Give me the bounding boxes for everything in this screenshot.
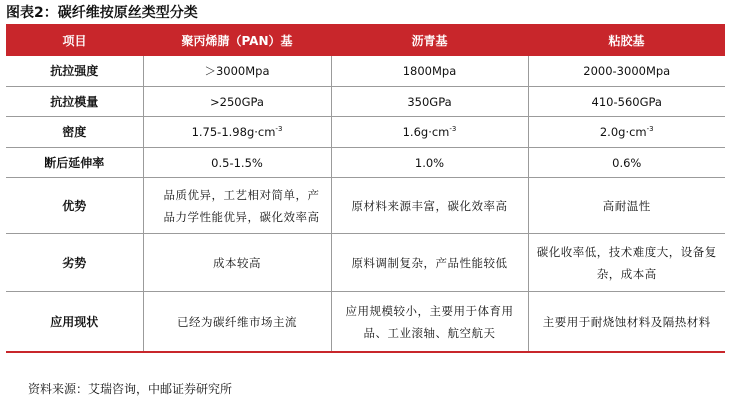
table-cell: 品质优异，工艺相对简单，产品力学性能优异，碳化效率高 (143, 178, 331, 234)
header-viscose: 粘胶基 (528, 24, 725, 56)
table-row (6, 117, 725, 148)
table-cell: 1800Mpa (331, 56, 528, 87)
table-cell: 2000-3000Mpa (528, 56, 725, 87)
header-pan: 聚丙烯腈（PAN）基 (143, 24, 331, 56)
cell-value: 1.6g·cm (402, 125, 450, 139)
table-cell: 原材料来源丰富，碳化效率高 (331, 178, 528, 234)
table-cell (331, 117, 528, 148)
table-row (6, 87, 725, 117)
unit-exponent: -3 (449, 125, 457, 134)
unit-exponent: -3 (646, 125, 654, 134)
table-cell: 350GPa (331, 87, 528, 117)
table-cell: 原料调制复杂，产品性能较低 (331, 234, 528, 292)
table-cell: 碳化收率低，技术难度大，设备复杂，成本高 (528, 234, 725, 292)
table-cell: 410-560GPa (528, 87, 725, 117)
row-label: 抗拉模量 (6, 87, 143, 117)
row-label: 应用现状 (6, 292, 143, 353)
row-label: 劣势 (6, 234, 143, 292)
table-row (6, 56, 725, 87)
table-cell: 0.5-1.5% (143, 148, 331, 178)
table-cell: 成本较高 (143, 234, 331, 292)
table-cell: ＞3000Mpa (143, 56, 331, 87)
row-label: 抗拉强度 (6, 56, 143, 87)
row-label: 优势 (6, 178, 143, 234)
cell-value: 2.0g·cm (599, 125, 647, 139)
table-cell: 已经为碳纤维市场主流 (143, 292, 331, 353)
header-item: 项目 (6, 24, 143, 56)
table-cell: 1.0% (331, 148, 528, 178)
table-row (6, 234, 725, 292)
table-cell (143, 117, 331, 148)
classification-table (6, 24, 725, 353)
figure-title: 图表2：碳纤维按原丝类型分类 (6, 5, 198, 21)
table-cell: 应用规模较小，主要用于体育用品、工业滚轴、航空航天 (331, 292, 528, 353)
table-header-row (6, 24, 725, 56)
table-cell: >250GPa (143, 87, 331, 117)
table-cell (528, 117, 725, 148)
table-cell: 高耐温性 (528, 178, 725, 234)
table-cell: 0.6% (528, 148, 725, 178)
header-pitch: 沥青基 (331, 24, 528, 56)
cell-value: 1.75-1.98g·cm (191, 125, 276, 139)
table-row (6, 148, 725, 178)
table-cell: 主要用于耐烧蚀材料及隔热材料 (528, 292, 725, 353)
unit-exponent: -3 (275, 125, 283, 134)
source-note: 资料来源：艾瑞咨询，中邮证券研究所 (28, 382, 233, 396)
table-row (6, 178, 725, 234)
row-label: 断后延伸率 (6, 148, 143, 178)
row-label: 密度 (6, 117, 143, 148)
table-row (6, 292, 725, 353)
